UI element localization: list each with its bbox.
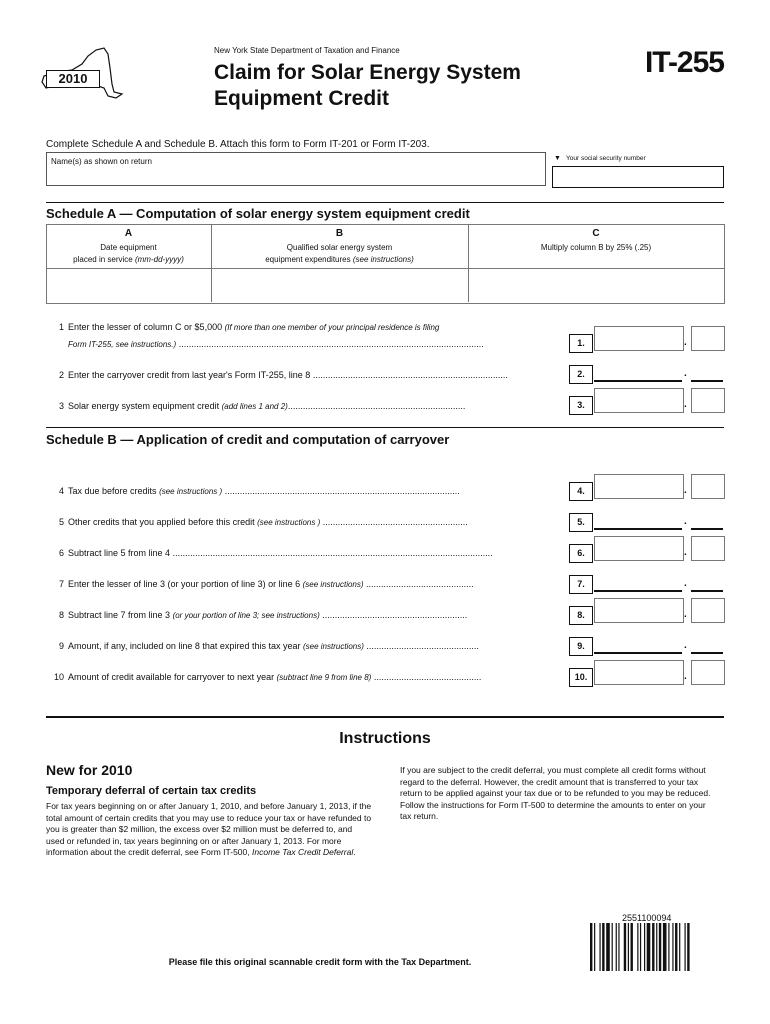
divider: [46, 427, 724, 428]
column-b-letter: B: [335, 228, 344, 239]
tax-year: 2010: [46, 70, 100, 88]
line-7-text: 7 Enter the lesser of line 3 (or your portion of line 3) or line 6 (see instructions) ...........................................: [58, 579, 474, 589]
down-arrow-icon: ▼: [554, 155, 561, 162]
column-b-line2: equipment expenditures (see instructions): [265, 255, 414, 264]
line-6-cents[interactable]: [691, 536, 725, 561]
line-5-cents[interactable]: [691, 505, 723, 530]
line-8-dollars[interactable]: [594, 598, 684, 623]
line-5-text: 5 Other credits that you applied before this credit (see instructions ) ..........................................................: [58, 517, 468, 527]
decimal-point: .: [684, 368, 687, 379]
column-c-line1: Multiply column B by 25% (.25): [540, 243, 652, 252]
line-1-label: 1.: [569, 334, 593, 353]
line-10-cents[interactable]: [691, 660, 725, 685]
line-4-cents[interactable]: [691, 474, 725, 499]
line-7-label: 7.: [569, 575, 593, 594]
form-title: [214, 60, 574, 112]
line-6-text: 6 Subtract line 5 from line 4 ................................................................................................................................: [58, 548, 493, 558]
line-10-text: 10 Amount of credit available for carryover to next year (subtract line 9 from line 8) ...........................................: [53, 672, 482, 682]
name-field[interactable]: [46, 152, 546, 186]
decimal-point: .: [684, 578, 687, 589]
line-2-label: 2.: [569, 365, 593, 384]
line-9-cents[interactable]: [691, 629, 723, 654]
line-9-label: 9.: [569, 637, 593, 656]
line-10-label: 10.: [569, 668, 593, 687]
decimal-point: .: [684, 485, 687, 496]
decimal-point: .: [684, 516, 687, 527]
form-number: IT-255: [644, 46, 724, 79]
line-6-dollars[interactable]: [594, 536, 684, 561]
line-4-dollars[interactable]: [594, 474, 684, 499]
line-1-cents[interactable]: [691, 326, 725, 351]
footer-note: Please file this original scannable credit form with the Tax Department.: [168, 957, 472, 967]
column-a-letter: A: [124, 228, 133, 239]
column-a-line1: Date equipment: [100, 243, 157, 252]
line-1-text: 1 Enter the lesser of column C or $5,000 (If more than one member of your principal residence is filing: [58, 322, 440, 332]
form-title-line1: Claim for Solar Energy System: [214, 61, 521, 84]
form-title-line2: Equipment Credit: [214, 87, 390, 110]
line-10-dollars[interactable]: [594, 660, 684, 685]
decimal-point: .: [684, 399, 687, 410]
credit-column-c-input[interactable]: [469, 270, 723, 301]
line-2-text: 2 Enter the carryover credit from last year's Form IT-255, line 8 ..............................................................................: [58, 370, 508, 380]
expenditures-input[interactable]: [212, 270, 467, 301]
date-placed-input[interactable]: [47, 270, 210, 301]
instructions-title: Instructions: [339, 730, 431, 747]
decimal-point: .: [684, 640, 687, 651]
line-2-dollars[interactable]: [594, 357, 682, 382]
line-8-label: 8.: [569, 606, 593, 625]
line-3-dollars[interactable]: [594, 388, 684, 413]
divider: [46, 202, 724, 203]
line-1-text-cont: Form IT-255, see instructions.) ..........................................................................................................................: [68, 339, 484, 349]
line-3-text: 3 Solar energy system equipment credit (add lines 1 and 2).......................................................................: [58, 401, 466, 411]
line-8-text: 8 Subtract line 7 from line 3 (or your portion of line 3; see instructions) ..........................................................: [58, 610, 468, 620]
line-9-dollars[interactable]: [594, 629, 682, 654]
ssn-label: Your social security number: [566, 155, 646, 162]
line-1-dollars[interactable]: [594, 326, 684, 351]
intro-instructions: Complete Schedule A and Schedule B. Attach this form to Form IT-201 or Form IT-203.: [46, 139, 430, 150]
agency-name: New York State Department of Taxation and Finance: [214, 46, 400, 55]
barcode-number: 2551100094: [622, 913, 672, 923]
new-for-heading: New for 2010: [46, 762, 133, 778]
schedule-b-title: Schedule B — Application of credit and computation of carryover: [46, 432, 450, 447]
column-a-line2: placed in service (mm-dd-yyyy): [73, 255, 184, 264]
decimal-point: .: [684, 609, 687, 620]
line-4-text: 4 Tax due before credits (see instructions ) ..............................................................................................: [58, 486, 460, 496]
column-b-header: [211, 242, 468, 266]
line-4-label: 4.: [569, 482, 593, 501]
line-2-cents[interactable]: [691, 357, 723, 382]
divider: [46, 716, 724, 718]
ssn-field[interactable]: [552, 166, 724, 188]
column-c-letter: C: [592, 228, 600, 239]
deferral-paragraph: For tax years beginning on or after January 1, 2010, and before January 1, 2013, if the total amount of certain credits that you may use to reduce your tax or have refunded to you is greater than $2 million, the excess over $2 million must be deferred to, and used or refunded in, tax years beginning on or after January 1, 2013. For more information about the credit deferral, see Form IT-500, Income Tax Credit Deferral.: [46, 801, 372, 857]
line-7-dollars[interactable]: [594, 567, 682, 592]
column-c-header: [468, 242, 724, 254]
column-b-line1: Qualified solar energy system: [286, 243, 393, 252]
deferral-paragraph-right: If you are subject to the credit deferral, you must complete all credit forms without regard to the deferral. However, the credit amount that is transferred to your tax return to be applied against your tax due or to be refunded to you may be reduced. Follow the instructions for Form IT-500 to determine the amounts to enter on your tax return.: [400, 765, 711, 821]
table-divider: [46, 268, 724, 269]
line-5-dollars[interactable]: [594, 505, 682, 530]
schedule-a-title: Schedule A — Computation of solar energy system equipment credit: [46, 206, 470, 221]
decimal-point: .: [684, 547, 687, 558]
line-9-text: 9 Amount, if any, included on line 8 that expired this tax year (see instructions) .............................................: [58, 641, 479, 651]
line-7-cents[interactable]: [691, 567, 723, 592]
line-5-label: 5.: [569, 513, 593, 532]
line-6-label: 6.: [569, 544, 593, 563]
column-a-header: [46, 242, 211, 266]
deferral-heading: Temporary deferral of certain tax credits: [46, 785, 257, 797]
name-field-label: Name(s) as shown on return: [51, 157, 152, 166]
decimal-point: .: [684, 671, 687, 682]
decimal-point: .: [684, 337, 687, 348]
line-8-cents[interactable]: [691, 598, 725, 623]
line-3-cents[interactable]: [691, 388, 725, 413]
line-3-label: 3.: [569, 396, 593, 415]
